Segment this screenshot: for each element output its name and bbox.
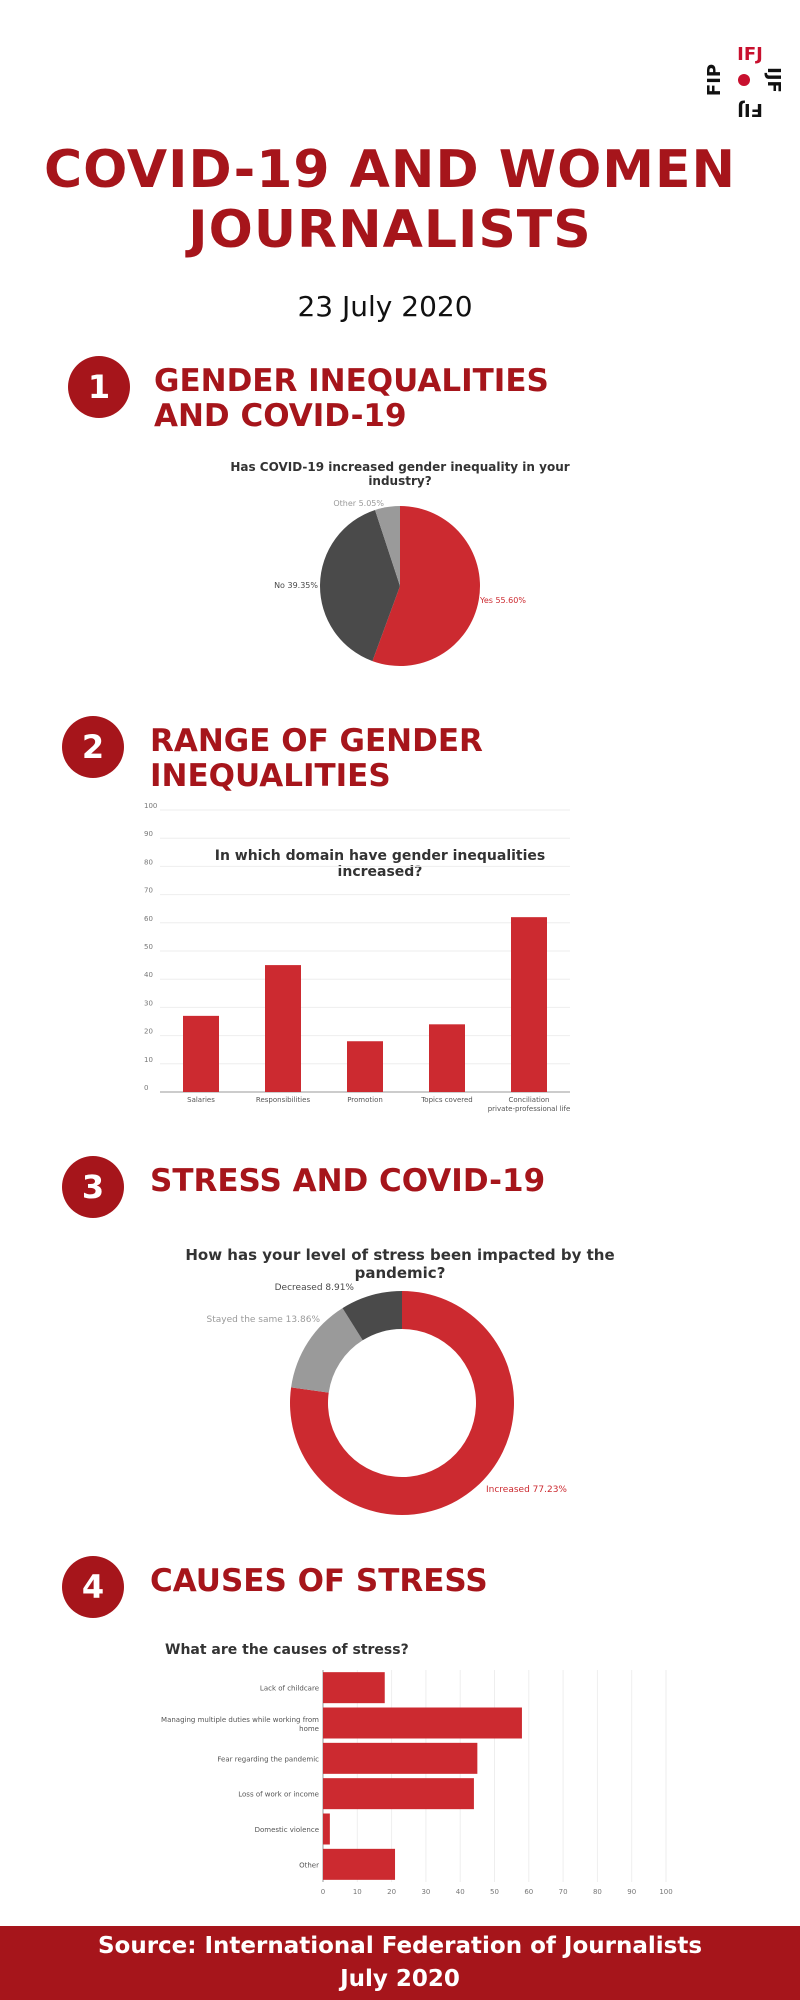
bar-chart-causes-of-stress: [150, 1660, 680, 1900]
donut-slice-label: Decreased 8.91%: [274, 1283, 354, 1293]
section-title: [150, 1564, 488, 1599]
y-tick-label: Other: [299, 1861, 319, 1870]
y-tick-label: home: [299, 1725, 319, 1733]
x-tick-label: 10: [352, 1888, 362, 1896]
chart-title: How has your level of stress been impacted by the pandemic?: [185, 1246, 615, 1282]
footer-date-text: July 2020: [340, 1966, 460, 1992]
ifj-logo: [704, 40, 784, 120]
y-tick-label: 30: [144, 999, 153, 1008]
page-title: [40, 140, 740, 260]
y-tick-label: 50: [144, 943, 153, 951]
x-tick-label: 40: [455, 1888, 465, 1896]
y-tick-label: Lack of childcare: [259, 1684, 319, 1693]
x-tick-label: Promotion: [347, 1096, 383, 1104]
y-tick-label: 10: [144, 1055, 153, 1064]
section-title-line1: GENDER INEQUALITIES: [154, 363, 549, 399]
logo-bottom-text: FIJ: [737, 99, 763, 120]
y-tick-label: 70: [144, 886, 153, 895]
report-date: 23 July 2020: [297, 290, 473, 323]
section-title-line2: INEQUALITIES: [150, 758, 391, 794]
bar: [323, 1743, 477, 1774]
y-tick-label: 90: [144, 830, 153, 839]
x-tick-label: Salaries: [187, 1096, 215, 1104]
x-tick-label: Conciliation: [508, 1096, 550, 1104]
x-tick-label: 90: [627, 1888, 637, 1896]
section-title: [150, 1164, 545, 1199]
donut-slice-label: Stayed the same 13.86%: [206, 1315, 320, 1325]
section-title: [154, 364, 549, 434]
x-tick-label: 50: [490, 1888, 499, 1896]
section-title-line1: CAUSES OF STRESS: [150, 1563, 488, 1599]
section-title-line1: RANGE OF GENDER: [150, 723, 483, 759]
y-tick-label: Managing multiple duties while working from: [161, 1716, 319, 1724]
x-tick-label: 80: [592, 1888, 602, 1896]
bar: [511, 917, 547, 1092]
x-tick-label: Responsibilities: [255, 1096, 311, 1104]
page-title-line1: COVID-19 AND WOMEN: [43, 140, 737, 200]
y-tick-label: Loss of work or income: [238, 1790, 319, 1799]
bar: [265, 965, 301, 1092]
logo-top-text: IFJ: [737, 44, 763, 65]
donut-chart-stress-level: [200, 1276, 600, 1526]
y-tick-label: 60: [144, 914, 153, 923]
section-title-line1: STRESS AND COVID-19: [150, 1163, 546, 1199]
logo-left-text: FIP: [704, 63, 725, 97]
bar: [323, 1708, 522, 1739]
x-tick-label: private-professional life: [487, 1105, 571, 1113]
x-tick-label: 30: [421, 1888, 431, 1896]
y-tick-label: 20: [144, 1027, 153, 1036]
bar: [323, 1672, 385, 1703]
footer-source-text: Source: International Federation of Journalists: [97, 1933, 703, 1959]
section-title: [150, 724, 483, 794]
pie-slice-label: Yes 55.60%: [480, 596, 526, 605]
x-tick-label: 0: [320, 1888, 326, 1896]
x-tick-label: 20: [387, 1888, 397, 1896]
y-tick-label: 0: [144, 1084, 149, 1092]
chart-title: What are the causes of stress?: [165, 1642, 409, 1658]
bar: [347, 1041, 383, 1092]
x-tick-label: Topics covered: [421, 1096, 473, 1104]
y-tick-label: Fear regarding the pandemic: [217, 1755, 319, 1764]
section-number-badge: 2: [62, 716, 124, 778]
chart-title: Has COVID-19 increased gender inequality in your industry?: [230, 460, 570, 488]
section-number-badge: 3: [62, 1156, 124, 1218]
bar: [429, 1024, 465, 1092]
source-footer: [0, 1926, 800, 2000]
y-tick-label: 40: [144, 971, 153, 980]
bar: [183, 1016, 219, 1092]
section-number-badge: 4: [62, 1556, 124, 1618]
y-tick-label: 100: [144, 802, 158, 810]
page-title-line2: JOURNALISTS: [188, 200, 592, 260]
section-number-badge: 1: [68, 356, 130, 418]
y-tick-label: 80: [144, 858, 153, 867]
x-tick-label: 60: [524, 1888, 534, 1896]
x-tick-label: 100: [659, 1888, 673, 1896]
pie-slice-label: Other 5.05%: [333, 499, 384, 508]
bar: [323, 1814, 330, 1845]
section-title-line2: AND COVID-19: [154, 398, 407, 434]
donut-slice-label: Increased 77.23%: [486, 1485, 567, 1495]
pie-chart-gender-inequality: [220, 490, 560, 680]
logo-right-text: IJF: [763, 67, 784, 93]
bar: [323, 1778, 474, 1809]
y-tick-label: Domestic violence: [254, 1826, 319, 1834]
x-tick-label: 70: [558, 1888, 568, 1896]
bar-chart-inequality-domains: [140, 800, 580, 1120]
pie-slice-label: No 39.35%: [274, 581, 318, 590]
bar: [323, 1849, 395, 1880]
chart-title: In which domain have gender inequalities increased?: [214, 848, 546, 880]
